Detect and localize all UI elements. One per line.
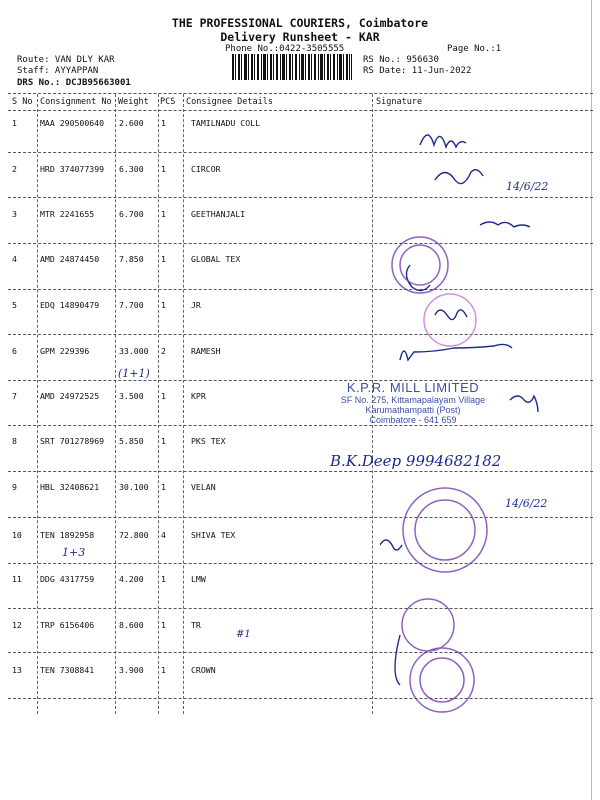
row-consignee: KPR xyxy=(191,391,206,401)
row-consignee: CIRCOR xyxy=(191,164,221,174)
handwritten-pcs-note: 1+3 xyxy=(62,546,86,559)
row-consignee: VELAN xyxy=(191,482,216,492)
row-consignment-no: DDG 4317759 xyxy=(40,574,95,584)
row-pcs: 1 xyxy=(161,436,166,446)
handwritten-pcs-note: (1+1) xyxy=(118,367,150,380)
row-consignment-no: TEN 7308841 xyxy=(40,665,95,675)
round-seal xyxy=(420,658,464,702)
stamp-line: Coimbatore - 641 659 xyxy=(369,415,457,425)
row-pcs: 1 xyxy=(161,300,166,310)
row-sno: 13 xyxy=(12,665,22,675)
col-header-consignee: Consignee Details xyxy=(186,97,273,107)
signature-scribble xyxy=(395,635,400,685)
row-consignee: GEETHANJALI xyxy=(191,209,246,219)
row-weight: 7.700 xyxy=(119,300,144,310)
route: Route: VAN DLY KAR xyxy=(17,55,115,65)
row-weight: 2.600 xyxy=(119,118,144,128)
row-consignee: SHIVA TEX xyxy=(191,530,236,540)
signature-scribble xyxy=(435,170,483,184)
page-number: Page No.:1 xyxy=(447,44,502,54)
row-consignee: RAMESH xyxy=(191,346,221,356)
col-divider xyxy=(37,94,38,714)
stamp-line: Karumathampatti (Post) xyxy=(365,405,461,415)
round-seal xyxy=(415,500,475,560)
row-weight: 6.700 xyxy=(119,209,144,219)
row-consignment-no: TRP 6156406 xyxy=(40,620,95,630)
row-consignment-no: EDQ 14890479 xyxy=(40,300,100,310)
row-pcs: 1 xyxy=(161,164,166,174)
col-header-signature: Signature xyxy=(376,97,423,107)
row-weight: 3.500 xyxy=(119,391,144,401)
row-consignee: JR xyxy=(191,300,201,310)
row-sno: 8 xyxy=(12,436,17,446)
col-divider xyxy=(158,94,159,714)
row-consignee: LMW xyxy=(191,574,206,584)
row-weight: 7.850 xyxy=(119,254,144,264)
row-sno: 10 xyxy=(12,530,22,540)
row-weight: 6.300 xyxy=(119,164,144,174)
row-pcs: 1 xyxy=(161,665,166,675)
signature-scribble xyxy=(435,310,467,320)
row-pcs: 1 xyxy=(161,574,166,584)
row-consignment-no: HRD 374077399 xyxy=(40,164,105,174)
row-consignment-no: AMD 24972525 xyxy=(40,391,100,401)
handwritten-phone: B.K.Deep 9994682182 xyxy=(330,452,502,470)
company-title: THE PROFESSIONAL COURIERS, Coimbatore xyxy=(171,16,429,30)
col-header-sno: S No xyxy=(12,97,33,107)
row-sno: 1 xyxy=(12,118,17,128)
row-sno: 2 xyxy=(12,164,17,174)
col-header-consignment: Consignment No xyxy=(40,97,112,107)
document-title: Delivery Runsheet - KAR xyxy=(220,30,380,44)
row-consignment-no: GPM 229396 xyxy=(40,346,90,356)
col-divider xyxy=(115,94,116,714)
signature-scribble xyxy=(400,344,512,360)
signatures-and-seals xyxy=(380,115,595,715)
staff: Staff: AYYAPPAN xyxy=(17,66,99,76)
row-consignment-no: MAA 290500640 xyxy=(40,118,105,128)
row-weight: 30.100 xyxy=(119,482,149,492)
row-sno: 4 xyxy=(12,254,17,264)
row-consignment-no: AMD 24874450 xyxy=(40,254,100,264)
row-sno: 3 xyxy=(12,209,17,219)
col-divider xyxy=(183,94,184,714)
header-bottom-rule xyxy=(8,110,593,111)
row-weight: 72.800 xyxy=(119,530,149,540)
row-sno: 5 xyxy=(12,300,17,310)
signature-scribble xyxy=(420,135,466,147)
row-consignee: CROWN xyxy=(191,665,216,675)
row-pcs: 1 xyxy=(161,118,166,128)
row-consignee: TAMILNADU COLL xyxy=(191,118,261,128)
stamp-line: K.P.R. MILL LIMITED xyxy=(346,380,480,395)
row-sno: 7 xyxy=(12,391,17,401)
phone-number: Phone No.:0422-3505555 xyxy=(225,44,345,54)
row-pcs: 1 xyxy=(161,209,166,219)
signature-scribble xyxy=(406,265,430,291)
row-sno: 12 xyxy=(12,620,22,630)
stamp-line: SF No. 275, Kittamapalayam Village xyxy=(340,395,486,405)
row-consignee: PKS TEX xyxy=(191,436,226,446)
round-seal xyxy=(424,294,476,346)
row-consignment-no: SRT 701278969 xyxy=(40,436,105,446)
row-pcs: 1 xyxy=(161,482,166,492)
round-seal xyxy=(402,599,454,651)
row-consignee: GLOBAL TEX xyxy=(191,254,241,264)
row-sno: 11 xyxy=(12,574,22,584)
row-consignment-no: TEN 1892958 xyxy=(40,530,95,540)
handwritten-date: 14/6/22 xyxy=(506,180,549,193)
rs-date: RS Date: 11-Jun-2022 xyxy=(363,66,472,76)
col-header-pcs: PCS xyxy=(160,97,176,107)
row-consignment-no: MTR 2241655 xyxy=(40,209,95,219)
barcode-image xyxy=(232,54,352,80)
row-consignment-no: HBL 32408621 xyxy=(40,482,100,492)
row-pcs: 2 xyxy=(161,346,166,356)
signature-scribble xyxy=(380,540,402,550)
row-sno: 9 xyxy=(12,482,17,492)
drs-number: DRS No.: DCJB95663001 xyxy=(17,78,131,88)
row-pcs: 1 xyxy=(161,254,166,264)
row-pcs: 1 xyxy=(161,391,166,401)
rs-number: RS No.: 956630 xyxy=(363,55,439,65)
row-weight: 5.850 xyxy=(119,436,144,446)
col-header-weight: Weight xyxy=(118,97,149,107)
handwritten-note: #1 xyxy=(236,629,251,640)
row-sno: 6 xyxy=(12,346,17,356)
signature-scribble xyxy=(480,222,530,227)
row-weight: 3.900 xyxy=(119,665,144,675)
row-weight: 33.000 xyxy=(119,346,149,356)
handwritten-date: 14/6/22 xyxy=(505,497,548,510)
round-seal xyxy=(400,245,440,285)
row-pcs: 1 xyxy=(161,620,166,630)
row-consignee: TR xyxy=(191,620,201,630)
row-pcs: 4 xyxy=(161,530,166,540)
row-weight: 8.600 xyxy=(119,620,144,630)
signature-scribble xyxy=(510,396,538,412)
row-weight: 4.200 xyxy=(119,574,144,584)
table-top-rule xyxy=(8,93,593,94)
